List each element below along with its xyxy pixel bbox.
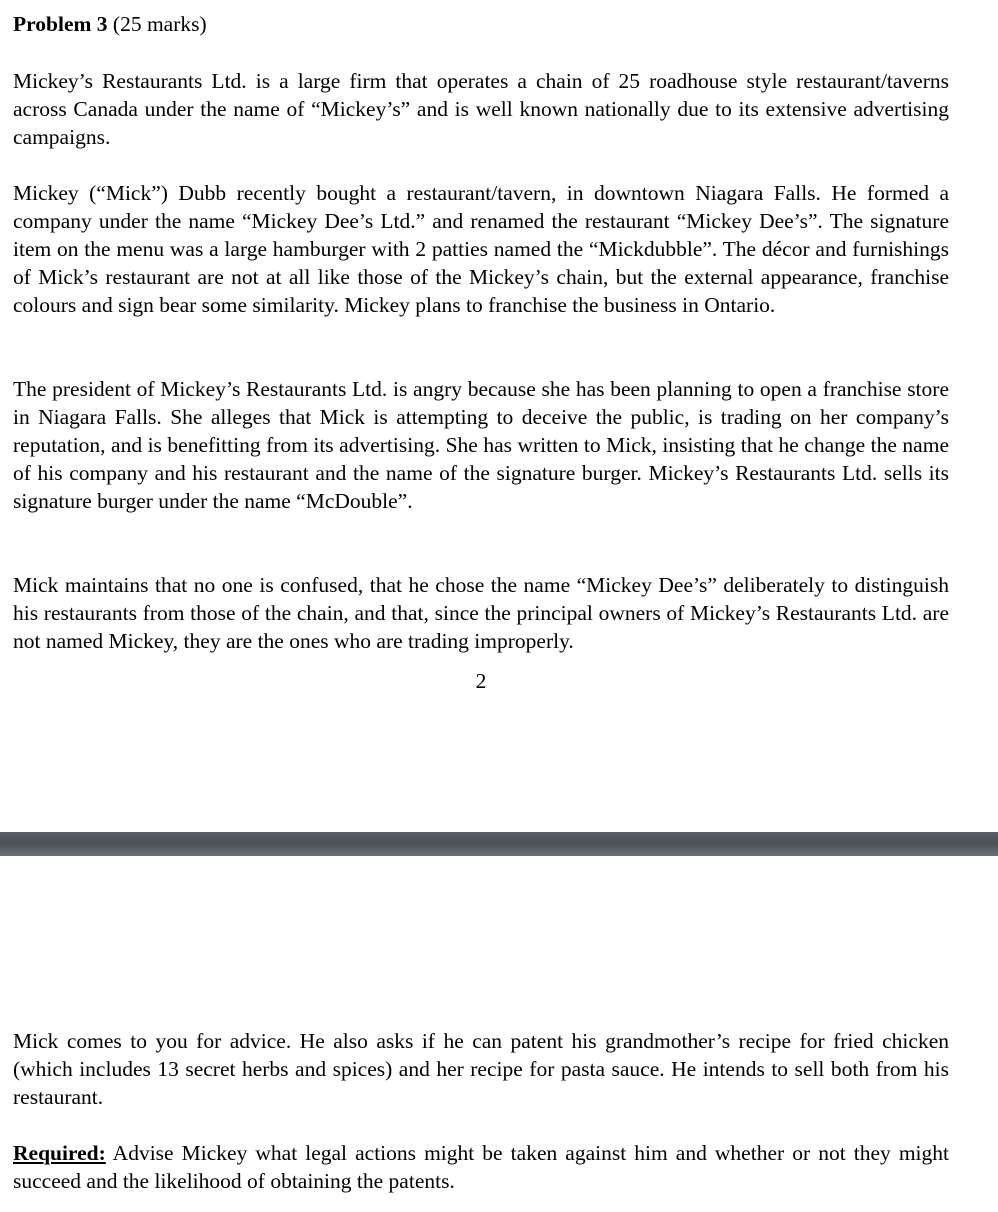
problem-title: Problem 3 xyxy=(13,12,108,36)
required-paragraph xyxy=(13,1139,949,1195)
paragraph-3: The president of Mickey’s Restaurants Ltd. is angry because she has been planning to open a franchise store in Niagara Falls. She alleges that Mick is attempting to deceive the public, is trading on her company’s reputation, and is benefitting from its advertising. She has written to Mick, insisting that he change the name of his company and his restaurant and the name of the signature burger. Mickey’s Restaurants Ltd. sells its signature burger under the name “McDouble”. xyxy=(13,377,949,513)
paragraph-5: Mick comes to you for advice. He also asks if he can patent his grandmother’s recipe for fried chicken (which includes 13 secret herbs and spices) and her recipe for pasta sauce. He intends to sell both from his restaurant. xyxy=(13,1029,949,1109)
paragraph-2: Mickey (“Mick”) Dubb recently bought a restaurant/tavern, in downtown Niagara Falls. He formed a company under the name “Mickey Dee’s Ltd.” and renamed the restaurant “Mickey Dee’s”. The signature item on the menu was a large hamburger with 2 patties named the “Mickdubble”. The décor and furnishings of Mick’s restaurant are not at all like those of the Mickey’s chain, but the external appearance, franchise colours and sign bear some similarity. Mickey plans to franchise the business in Ontario. xyxy=(13,181,949,317)
problem-marks: (25 marks) xyxy=(107,12,207,36)
page-separator xyxy=(0,832,998,856)
problem-heading xyxy=(13,10,949,38)
required-text: Advise Mickey what legal actions might be taken against him and whether or not they might succeed and the likelihood of obtaining the patents. xyxy=(13,1141,949,1193)
page-number: 2 xyxy=(475,669,487,693)
paragraph-4: Mick maintains that no one is confused, that he chose the name “Mickey Dee’s” deliberately to distinguish his restaurants from those of the chain, and that, since the principal owners of Mickey’s Restaurants Ltd. are not named Mickey, they are the ones who are trading improperly. xyxy=(13,573,949,653)
paragraph-1: Mickey’s Restaurants Ltd. is a large firm that operates a chain of 25 roadhouse style restaurant/taverns across Canada under the name of “Mickey’s” and is well known nationally due to its extensive advertising campaigns. xyxy=(13,69,949,149)
required-label: Required: xyxy=(13,1141,106,1165)
